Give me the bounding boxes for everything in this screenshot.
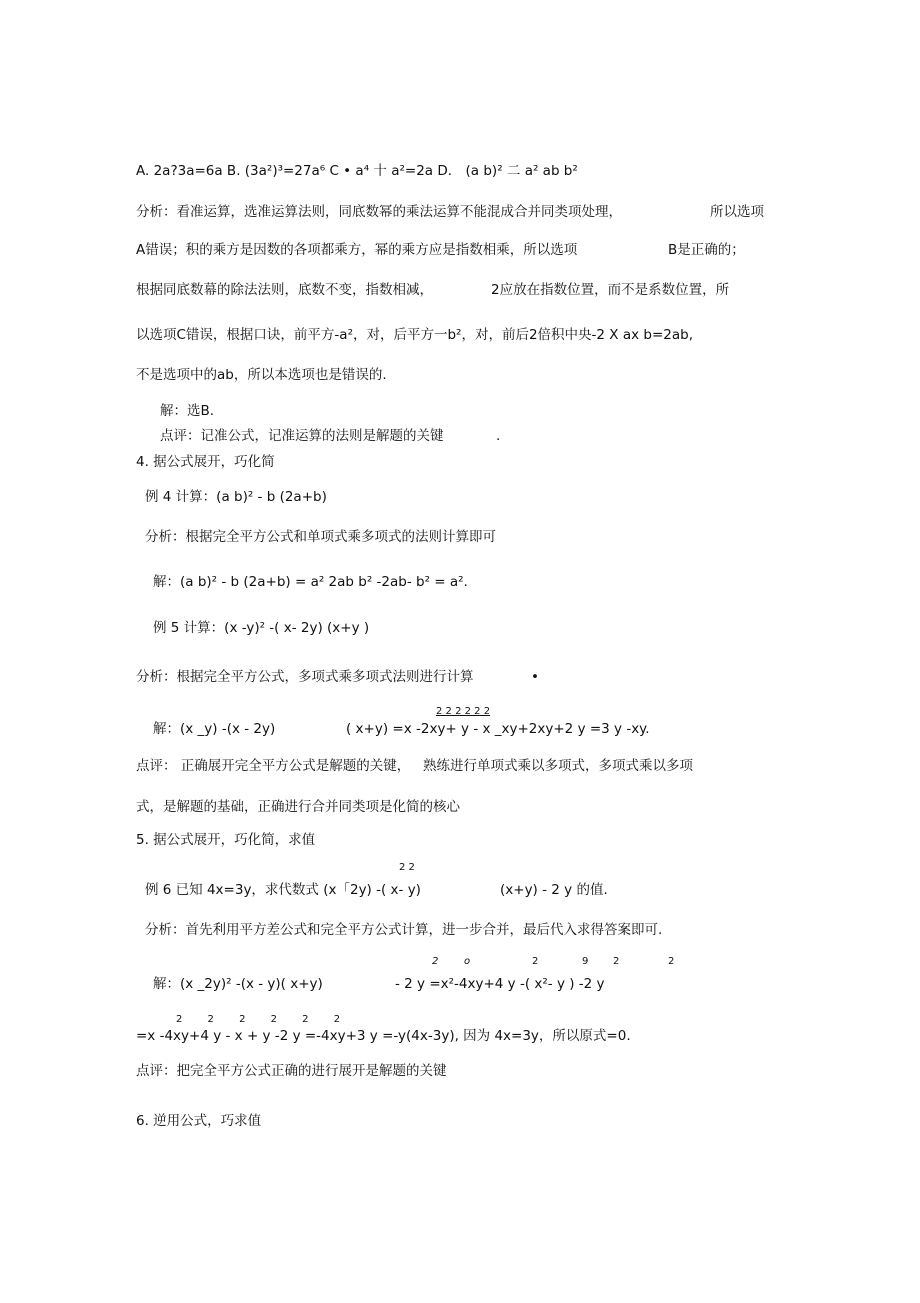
analysis-1-line-e: 不是选项中的ab，所以本选项也是错误的. — [136, 367, 387, 383]
section-6-heading: 6. 逆用公式，巧求值 — [136, 1113, 262, 1129]
analysis-1-line-c-tail: 2应放在指数位置，而不是系数位置，所 — [491, 282, 730, 298]
options-line: A. 2a?3a=6a B. (3a²)³=27a⁶ C • a⁴ 十 a²=2a D． (a b)² 二 a² ab b² — [136, 163, 578, 179]
solution-4: 解：(a b)² - b (2a+b) = a² 2ab b² -2ab- b² = a². — [153, 574, 468, 590]
analysis-1-line-c: 根据同底数幕的除法法则，底数不变，指数相减， — [136, 282, 433, 298]
solution-6-sup-4: 9 — [582, 956, 589, 967]
comment-5-line-a: 点评： 正确展开完全平方公式是解题的关键， — [136, 758, 411, 774]
comment-5-line-b: 式，是解题的基础，正确进行合并同类项是化简的核心 — [136, 799, 460, 815]
comment-1-dot: . — [496, 428, 501, 444]
solution-5-part-b: ( x+y) =x -2xy+ y - x _xy+2xy+2 y =3 y -xy. — [346, 721, 650, 737]
section-5-heading: 5. 据公式展开，巧化简，求值 — [136, 832, 316, 848]
solution-6-sup-2: o — [464, 956, 471, 967]
comment-5-line-a-tail: 熟练进行单项式乘以多项式，多项式乘以多项 — [423, 758, 693, 774]
analysis-4: 分析：根据完全平方公式和单项式乘多项式的法则计算即可 — [145, 529, 496, 545]
section-4-heading: 4. 据公式展开，巧化简 — [136, 454, 275, 470]
solution-5-superscripts: 2 2 2 2 2 2 — [436, 706, 491, 717]
analysis-1-line-a-tail: 所以选项 — [710, 204, 764, 220]
analysis-1-line-a: 分析：看准运算，选准运算法则，同底数幂的乘法运算不能混成合并同类项处理， — [136, 204, 622, 220]
analysis-6: 分析：首先利用平方差公式和完全平方公式计算，进一步合并，最后代入求得答案即可. — [145, 922, 663, 938]
solution-5-part-a: 解：(x _y) -(x - 2y) — [153, 721, 276, 737]
example-4: 例 4 计算：(a b)² - b (2a+b) — [145, 489, 327, 505]
comment-1: 点评：记准公式，记准运算的法则是解题的关键 — [160, 428, 444, 444]
solution-6-sup-6: 2 — [668, 956, 675, 967]
example-6-part-a: 例 6 已知 4x=3y，求代数式 (x「2y) -( x- y) — [145, 882, 421, 898]
solution-6-part-b: - 2 y =x²-4xy+4 y -( x²- y ) -2 y — [395, 976, 605, 992]
example-5: 例 5 计算：(x -y)² -( x- 2y) (x+y ) — [153, 620, 370, 636]
analysis-5-dot: • — [531, 669, 539, 685]
example-6-part-b: (x+y) - 2 y 的值. — [500, 882, 608, 898]
analysis-5: 分析：根据完全平方公式，多项式乘多项式法则进行计算 — [136, 669, 474, 685]
solution-1: 解：选B. — [160, 403, 215, 419]
solution-6-sup-1: 2 — [432, 956, 439, 967]
analysis-1-line-b: A错误；积的乘方是因数的各项都乘方，幂的乘方应是指数相乘，所以选项 — [136, 242, 578, 258]
solution-6-part-a: 解：(x _2y)² -(x - y)( x+y) — [153, 976, 323, 992]
solution-6-line-2: =x -4xy+4 y - x + y -2 y =-4xy+3 y =-y(4x-3y), 因为 4x=3y，所以原式=0. — [136, 1028, 631, 1044]
solution-6-sup-3: 2 — [532, 956, 539, 967]
example-6-superscripts: 2 2 — [399, 862, 415, 873]
analysis-1-line-d: 以选项C错误，根据口诀，前平方-a²，对，后平方一b²，对，前后2倍积中央-2 X ax b=2ab, — [136, 327, 693, 343]
comment-6: 点评：把完全平方公式正确的进行展开是解题的关键 — [136, 1063, 447, 1079]
analysis-1-line-b-tail: B是正确的； — [668, 242, 745, 258]
solution-6-line-2-superscripts: 2 2 2 2 2 2 — [176, 1014, 341, 1025]
solution-6-sup-5: 2 — [613, 956, 620, 967]
